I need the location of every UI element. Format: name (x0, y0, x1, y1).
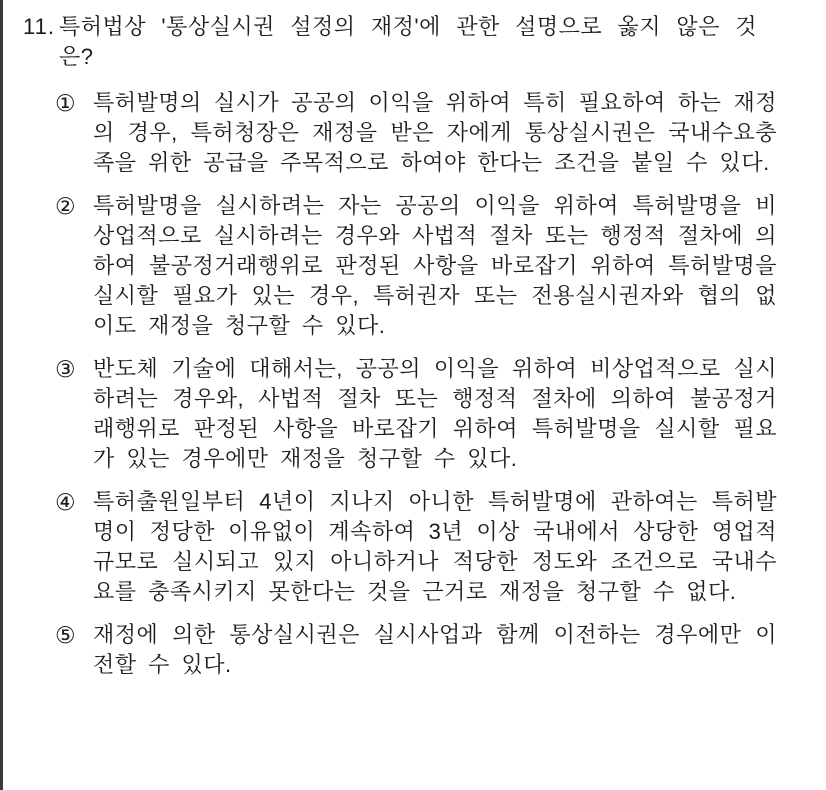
option-3-text: 반도체 기술에 대해서는, 공공의 이익을 위하여 비상업적으로 실시하려는 경우와, 사법적 절차 또는 행정적 절차에 의하여 불공정거래행위로 판정된 사항을 바로잡기 위하여 특허발명을 실시할 필요가 있는 경우에만 재정을 청구할 수 있다. (93, 356, 777, 471)
question-text: 특허법상 '통상실시권 설정의 재정'에 관한 설명으로 옳지 않은 것은? (59, 14, 757, 69)
option-3 (55, 354, 826, 474)
option-4-marker: ④ (55, 489, 76, 515)
option-1-marker: ① (55, 90, 76, 116)
option-5 (55, 620, 826, 680)
option-5-text: 재정에 의한 통상실시권은 실시사업과 함께 이전하는 경우에만 이전할 수 있다. (93, 622, 777, 677)
question-number: 11. (23, 14, 55, 39)
question-block (23, 12, 826, 72)
option-2-text: 특허발명을 실시하려는 자는 공공의 이익을 위하여 특허발명을 비상업적으로 실시하려는 경우와 사법적 절차 또는 행정적 절차에 의하여 불공정거래행위로 판정된 사항을 바로잡기 위하여 특허발명을 실시할 필요가 있는 경우, 특허권자 또는 전용실시권자와 협의 없이도 재정을 청구할 수 있다. (93, 193, 777, 338)
options-list (55, 88, 826, 680)
option-2-marker: ② (55, 193, 76, 219)
option-4 (55, 487, 826, 607)
option-1-text: 특허발명의 실시가 공공의 이익을 위하여 특히 필요하여 하는 재정의 경우, 특허청장은 재정을 받은 자에게 통상실시권은 국내수요충족을 위한 공급을 주목적으로 하여야 한다는 조건을 붙일 수 있다. (93, 90, 777, 175)
option-5-marker: ⑤ (55, 622, 76, 648)
option-3-marker: ③ (55, 356, 76, 382)
option-1 (55, 88, 826, 178)
option-4-text: 특허출원일부터 4년이 지나지 아니한 특허발명에 관하여는 특허발명이 정당한 이유없이 계속하여 3년 이상 국내에서 상당한 영업적 규모로 실시되고 있지 아니하거나 적당한 정도와 조건으로 국내수요를 충족시키지 못한다는 것을 근거로 재정을 청구할 수 없다. (93, 489, 777, 604)
option-2 (55, 191, 826, 341)
